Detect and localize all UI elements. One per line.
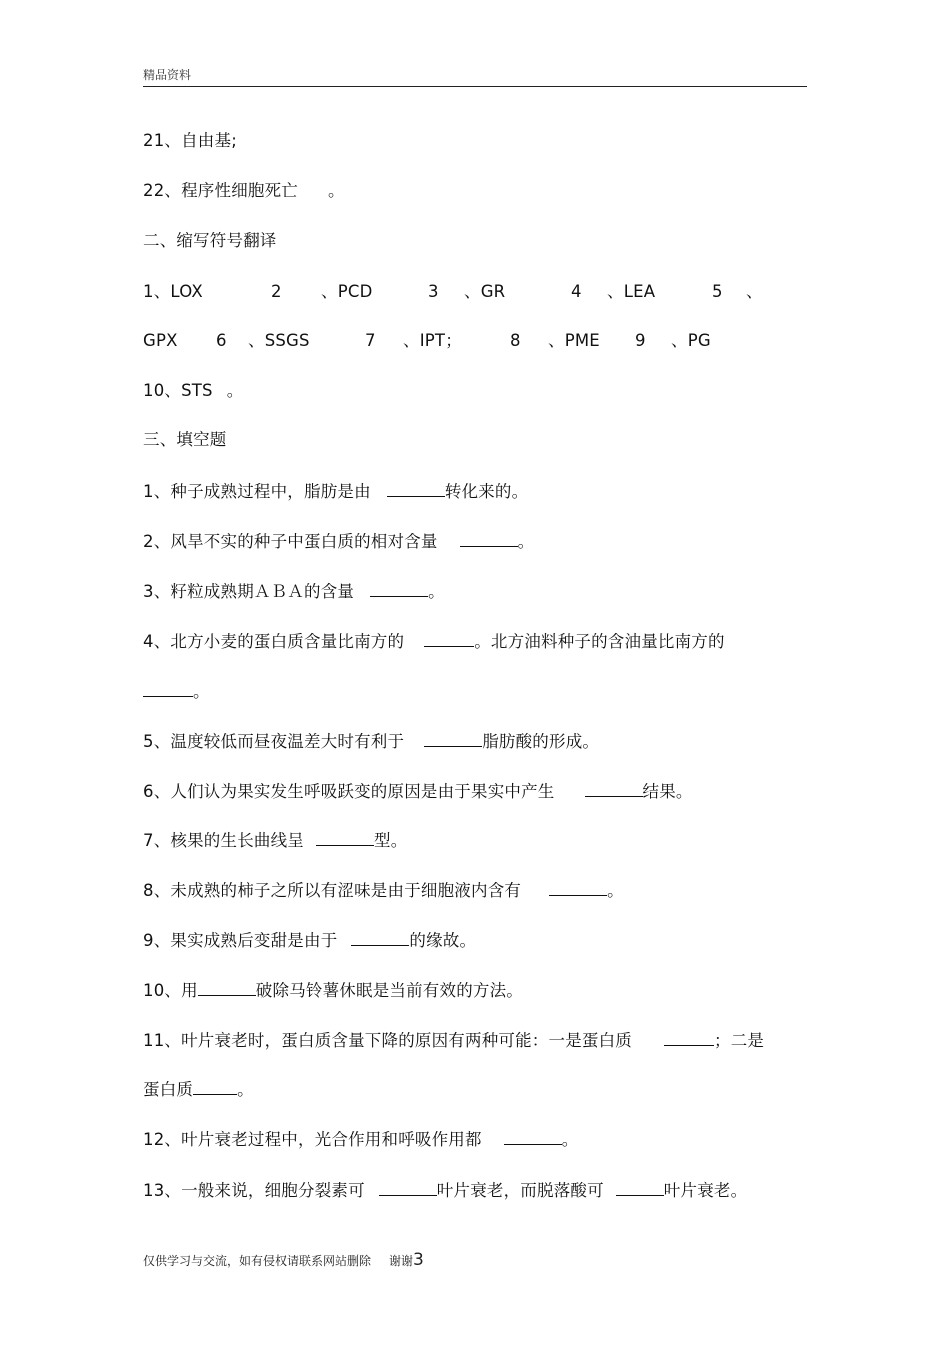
answer-blank [549,879,607,896]
question-text: 12、叶片衰老过程中，光合作用和呼吸作用都 [143,1130,482,1149]
abbr-token: 4 [571,282,582,301]
abbr-row-1 [143,281,763,303]
abbr-token: 、IPT； [403,331,462,350]
question-text: 。 [193,682,210,701]
question-text: 破除马铃薯休眠是当前有效的方法。 [255,981,523,1000]
question-12 [143,1128,578,1151]
question-text: 10、用 [143,981,198,1000]
abbr-token: 5 [712,282,723,301]
question-text: 蛋白质 [143,1080,194,1099]
abbr-row-2 [143,330,711,352]
question-9 [143,929,476,952]
answer-blank [585,780,643,797]
abbr-token: 7 [365,331,376,350]
question-text: 型。 [374,831,408,850]
item-22-text: 22、程序性细胞死亡 [143,181,298,200]
question-text: 13、一般来说，细胞分裂素可 [143,1181,365,1200]
header-rule [143,86,807,87]
answer-blank [424,630,474,647]
question-text: 5、温度较低而昼夜温差大时有利于 [143,732,405,751]
page-number: 3 [413,1250,424,1270]
answer-blank [460,530,518,547]
answer-blank [664,1029,714,1046]
abbr-token: GPX [143,331,178,350]
question-6 [143,780,693,803]
question-4 [143,630,725,653]
footer-text: 仅供学习与交流，如有侵权请联系网站删除 [143,1254,372,1268]
answer-blank [424,730,482,747]
question-11 [143,1029,764,1052]
abbr-token: 2 [271,282,282,301]
abbr-token: 、PME [548,331,600,350]
abbr-token: 。 [226,381,244,400]
question-text: 8、未成熟的柿子之所以有涩味是由于细胞液内含有 [143,881,522,900]
item-21: 21、自由基; [143,131,237,150]
answer-blank [387,480,445,497]
question-text: 3、籽粒成熟期ＡＢＡ的含量 [143,582,355,601]
abbr-token: 6 [216,331,227,350]
abbr-token: 9 [635,331,646,350]
abbr-token: 、 [746,282,763,301]
answer-blank [193,1078,237,1095]
answer-blank [616,1179,664,1196]
footer-thanks: 谢谢 [389,1254,414,1268]
answer-blank [316,829,374,846]
question-8 [143,879,624,902]
question-3 [143,580,445,603]
abbr-token: 、GR [464,282,506,301]
question-4-cont [143,680,210,703]
abbr-token: 、PG [671,331,711,350]
question-text: 7、核果的生长曲线呈 [143,831,304,850]
answer-blank [370,580,428,597]
question-text: 。 [517,532,535,551]
question-10 [143,979,523,1002]
question-text: 1、种子成熟过程中，脂肪是由 [143,482,371,501]
question-text: 。 [428,582,445,601]
question-text: 叶片衰老。 [663,1181,748,1200]
question-text: 9、果实成熟后变甜是由于 [143,931,338,950]
question-text: ；二是 [714,1031,765,1050]
answer-blank [143,680,193,697]
abbr-token: 3 [428,282,439,301]
page-footer [143,1250,424,1270]
section-2-heading: 二、缩写符号翻译 [143,231,277,250]
question-5 [143,730,599,753]
abbr-token: 、PCD [321,282,373,301]
page-header: 精品资料 [143,68,192,82]
question-text: 。 [237,1080,254,1099]
question-text: 4、北方小麦的蛋白质含量比南方的 [143,632,405,651]
abbr-row-3 [143,380,243,402]
question-text: 的缘故。 [409,931,477,950]
abbr-token: 、LEA [607,282,656,301]
answer-blank [198,979,256,996]
question-1 [143,480,528,503]
question-text: 6、人们认为果实发生呼吸跃变的原因是由于果实中产生 [143,782,555,801]
answer-blank [504,1128,562,1145]
question-2 [143,530,534,553]
question-text: 。 [607,881,624,900]
question-text: 转化来的。 [444,482,529,501]
question-text: 2、风旱不实的种子中蛋白质的相对含量 [143,532,438,551]
item-22-end: 。 [328,181,345,200]
question-text: 叶片衰老，而脱落酸可 [436,1181,604,1200]
question-text: 脂肪酸的形成。 [482,732,600,751]
question-text: 11、叶片衰老时，蛋白质含量下降的原因有两种可能：一是蛋白质 [143,1031,632,1050]
question-text: 。北方油料种子的含油量比南方的 [474,632,725,651]
abbr-token: 10、STS [143,381,213,400]
question-7 [143,829,407,852]
section-3-heading: 三、填空题 [143,430,227,449]
question-11-cont [143,1078,254,1101]
answer-blank [351,929,409,946]
abbr-token: 、SSGS [248,331,310,350]
answer-blank [379,1179,437,1196]
item-22 [143,180,345,202]
question-text: 。 [561,1130,579,1149]
abbr-token: 1、LOX [143,282,203,301]
question-text: 结果。 [642,782,693,801]
question-13 [143,1179,747,1202]
abbr-token: 8 [510,331,521,350]
